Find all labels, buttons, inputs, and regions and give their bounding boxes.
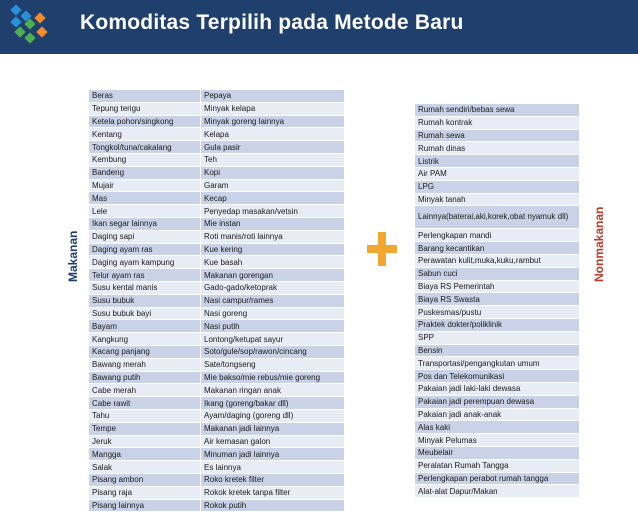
nonfood-cell: Peralatan Rumah Tangga <box>415 459 579 472</box>
food-col2-cell: Roko kretek filter <box>201 473 344 486</box>
food-col2-row <box>201 256 344 269</box>
food-col2-row <box>201 473 344 486</box>
food-col2-row <box>201 345 344 358</box>
nonfood-row <box>415 421 579 434</box>
food-col2-row <box>201 294 344 307</box>
food-col2-cell: Gula pasir <box>201 141 344 154</box>
nonfood-row <box>415 306 579 319</box>
food-col2-cell: Air kemasan galon <box>201 435 344 448</box>
nonfood-row <box>415 206 579 229</box>
food-col1-cell: Pisang ambon <box>89 473 200 486</box>
nonfood-cell: Perlengkapan perabot rumah tangga <box>415 472 579 485</box>
food-col2-cell: Lontong/ketupat sayur <box>201 333 344 346</box>
nonfood-cell: Air PAM <box>415 167 579 180</box>
food-col2-cell: Sate/tongseng <box>201 358 344 371</box>
food-col2-cell: Makanan jadi lainnya <box>201 422 344 435</box>
nonfood-cell: Minyak Pelumas <box>415 434 579 447</box>
food-col2-row <box>201 269 344 282</box>
food-col2-cell: Kecap <box>201 192 344 205</box>
food-col2-row <box>201 115 344 128</box>
food-col1-cell: Ketela pohon/singkong <box>89 115 200 128</box>
food-col2-row <box>201 358 344 371</box>
nonfood-row <box>415 446 579 459</box>
nonfood-row <box>415 485 579 498</box>
food-col2-cell: Kue kering <box>201 243 344 256</box>
food-col1-cell: Lele <box>89 205 200 218</box>
food-col2-row <box>201 384 344 397</box>
food-col1-cell: Bawang putih <box>89 371 200 384</box>
nonfood-row <box>415 395 579 408</box>
food-col2-cell: Soto/gule/sop/rawon/cincang <box>201 345 344 358</box>
food-col2-cell: Nasi putih <box>201 320 344 333</box>
food-col1-row <box>89 205 200 218</box>
food-col1-row <box>89 115 200 128</box>
nonfood-cell: Barang kecantikan <box>415 242 579 255</box>
nonfood-row <box>415 459 579 472</box>
food-col1-row <box>89 307 200 320</box>
food-col2-cell: Kelapa <box>201 128 344 141</box>
nonfood-cell: Rumah dinas <box>415 142 579 155</box>
food-col1-row <box>89 230 200 243</box>
food-col1-cell: Susu bubuk <box>89 294 200 307</box>
food-col2-cell: Rokok kretek tanpa filter <box>201 486 344 499</box>
food-col1-cell: Pisang lainnya <box>89 499 200 512</box>
nonfood-row <box>415 267 579 280</box>
nonfood-cell: Rumah sewa <box>415 129 579 142</box>
bps-logo-icon <box>4 2 54 52</box>
food-col2-cell: Ayam/daging (goreng dll) <box>201 409 344 422</box>
nonfood-row <box>415 254 579 267</box>
food-col2-row <box>201 448 344 461</box>
food-col1-row <box>89 333 200 346</box>
food-col1-row <box>89 397 200 410</box>
food-col2-row <box>201 461 344 474</box>
food-col1-cell: Mujair <box>89 179 200 192</box>
nonfood-cell: Lainnya(baterai,aki,korek,obat nyamuk dll) <box>415 206 579 229</box>
nonfood-row <box>415 370 579 383</box>
nonfood-row <box>415 242 579 255</box>
nonfood-row <box>415 408 579 421</box>
food-col1-row <box>89 256 200 269</box>
food-col1-row <box>89 371 200 384</box>
food-col1-row <box>89 243 200 256</box>
food-col2-row <box>201 128 344 141</box>
food-col1-row <box>89 448 200 461</box>
nonfood-row <box>415 180 579 193</box>
food-col2-cell: Nasi goreng <box>201 307 344 320</box>
food-col1-cell: Daging sapi <box>89 230 200 243</box>
food-col2-row <box>201 153 344 166</box>
food-col2-row <box>201 435 344 448</box>
food-col1-row <box>89 345 200 358</box>
food-col2-row <box>201 499 344 512</box>
food-col1-cell: Kentang <box>89 128 200 141</box>
nonfood-cell: Rumah sendiri/bebas sewa <box>415 104 579 116</box>
nonfood-cell: Minyak tanah <box>415 193 579 206</box>
food-col1-cell: Tepung terigu <box>89 102 200 115</box>
food-col1-row <box>89 409 200 422</box>
food-col2-row <box>201 397 344 410</box>
nonfood-row <box>415 472 579 485</box>
food-col2-row <box>201 179 344 192</box>
food-col2-cell: Pepaya <box>201 90 344 102</box>
header-bar <box>0 0 638 54</box>
food-col1-row <box>89 486 200 499</box>
food-col1-row <box>89 499 200 512</box>
food-col1-row <box>89 102 200 115</box>
food-col1-row <box>89 461 200 474</box>
food-col1-cell: Susu bubuk bayi <box>89 307 200 320</box>
nonfood-cell: Rumah kontrak <box>415 116 579 129</box>
nonfood-cell: Pakaian jadi perempuan dewasa <box>415 395 579 408</box>
nonfood-row <box>415 318 579 331</box>
food-col1-cell: Daging ayam kampung <box>89 256 200 269</box>
nonfood-cell: Biaya RS Swasta <box>415 293 579 306</box>
food-col1-cell: Pisang raja <box>89 486 200 499</box>
nonfood-row <box>415 344 579 357</box>
food-col2-cell: Minyak goreng lainnya <box>201 115 344 128</box>
food-col1-cell: Ikan segar lainnya <box>89 217 200 230</box>
food-col1-cell: Mas <box>89 192 200 205</box>
food-col1-cell: Kacang panjang <box>89 345 200 358</box>
food-table-col1 <box>89 90 200 512</box>
food-col2-row <box>201 217 344 230</box>
food-col1-row <box>89 153 200 166</box>
food-col2-cell: Ikang (goreng/bakar dll) <box>201 397 344 410</box>
food-col1-cell: Telur ayam ras <box>89 269 200 282</box>
plus-icon <box>367 232 397 266</box>
food-col2-cell: Kopi <box>201 166 344 179</box>
food-col2-row <box>201 422 344 435</box>
nonfood-row <box>415 142 579 155</box>
food-col1-cell: Susu kental manis <box>89 281 200 294</box>
food-col1-row <box>89 422 200 435</box>
nonfood-section-label: Nonmakanan <box>592 206 606 282</box>
food-col1-row <box>89 294 200 307</box>
nonfood-row <box>415 331 579 344</box>
food-col1-cell: Tempe <box>89 422 200 435</box>
food-col2-cell: Makanan ringan anak <box>201 384 344 397</box>
food-table-col2 <box>201 90 344 512</box>
food-col2-cell: Minuman jadi lainnya <box>201 448 344 461</box>
nonfood-cell: Bensin <box>415 344 579 357</box>
nonfood-cell: Sabun cuci <box>415 267 579 280</box>
food-col1-row <box>89 217 200 230</box>
food-col1-row <box>89 141 200 154</box>
food-col2-cell: Mie bakso/mie rebus/mie goreng <box>201 371 344 384</box>
food-col2-row <box>201 243 344 256</box>
nonfood-cell: Puskesmas/pustu <box>415 306 579 319</box>
food-col2-cell: Roti manis/roti lainnya <box>201 230 344 243</box>
nonfood-cell: SPP <box>415 331 579 344</box>
nonfood-cell: LPG <box>415 180 579 193</box>
nonfood-cell: Alat-alat Dapur/Makan <box>415 485 579 498</box>
food-col2-cell: Mie instan <box>201 217 344 230</box>
nonfood-cell: Perawatan kulit,muka,kuku,rambut <box>415 254 579 267</box>
food-col1-row <box>89 384 200 397</box>
food-col1-cell: Beras <box>89 90 200 102</box>
nonfood-table <box>415 104 579 498</box>
food-col2-row <box>201 281 344 294</box>
food-col2-row <box>201 486 344 499</box>
food-col1-cell: Salak <box>89 461 200 474</box>
food-section-label: Makanan <box>66 230 80 282</box>
nonfood-row <box>415 193 579 206</box>
food-col1-row <box>89 192 200 205</box>
food-col2-row <box>201 320 344 333</box>
food-col1-cell: Tahu <box>89 409 200 422</box>
food-col2-cell: Es lainnya <box>201 461 344 474</box>
nonfood-row <box>415 155 579 168</box>
food-col2-cell: Minyak kelapa <box>201 102 344 115</box>
nonfood-cell: Alas kaki <box>415 421 579 434</box>
food-col1-cell: Bandeng <box>89 166 200 179</box>
food-col1-cell: Jeruk <box>89 435 200 448</box>
nonfood-row <box>415 129 579 142</box>
nonfood-row <box>415 104 579 116</box>
food-col2-cell: Teh <box>201 153 344 166</box>
food-col1-row <box>89 179 200 192</box>
nonfood-row <box>415 293 579 306</box>
nonfood-row <box>415 434 579 447</box>
food-col2-cell: Nasi campur/rames <box>201 294 344 307</box>
nonfood-row <box>415 229 579 242</box>
nonfood-cell: Transportasi/pengangkutan umum <box>415 357 579 370</box>
nonfood-cell: Meubelair <box>415 446 579 459</box>
food-col1-cell: Cabe merah <box>89 384 200 397</box>
food-col1-cell: Kembung <box>89 153 200 166</box>
food-col2-cell: Garam <box>201 179 344 192</box>
nonfood-row <box>415 167 579 180</box>
food-col1-row <box>89 90 200 102</box>
nonfood-cell: Pos dan Telekomunikasi <box>415 370 579 383</box>
nonfood-row <box>415 357 579 370</box>
food-col1-cell: Cabe rawit <box>89 397 200 410</box>
nonfood-row <box>415 382 579 395</box>
food-col1-row <box>89 281 200 294</box>
food-col1-cell: Mangga <box>89 448 200 461</box>
food-col1-cell: Tongkol/tuna/cakalang <box>89 141 200 154</box>
food-col2-cell: Rokok putih <box>201 499 344 512</box>
food-col2-cell: Kue basah <box>201 256 344 269</box>
food-col2-row <box>201 307 344 320</box>
food-col2-row <box>201 141 344 154</box>
food-col2-row <box>201 409 344 422</box>
nonfood-row <box>415 280 579 293</box>
food-col1-cell: Bayam <box>89 320 200 333</box>
food-col2-cell: Penyedap masakan/vetsin <box>201 205 344 218</box>
food-col2-row <box>201 205 344 218</box>
food-col2-row <box>201 230 344 243</box>
food-col2-cell: Gado-gado/ketoprak <box>201 281 344 294</box>
food-col1-cell: Kangkung <box>89 333 200 346</box>
nonfood-cell: Pakaian jadi laki-laki dewasa <box>415 382 579 395</box>
food-col1-row <box>89 269 200 282</box>
food-col1-row <box>89 320 200 333</box>
nonfood-cell: Listrik <box>415 155 579 168</box>
food-col2-row <box>201 371 344 384</box>
nonfood-cell: Pakaian jadi anak-anak <box>415 408 579 421</box>
food-col2-row <box>201 333 344 346</box>
food-col2-row <box>201 166 344 179</box>
food-col2-row <box>201 102 344 115</box>
food-col1-cell: Daging ayam ras <box>89 243 200 256</box>
nonfood-cell: Perlengkapan mandi <box>415 229 579 242</box>
page-title: Komoditas Terpilih pada Metode Baru <box>80 11 464 34</box>
nonfood-cell: Praktek dokter/poliklinik <box>415 318 579 331</box>
food-col1-cell: Bawang merah <box>89 358 200 371</box>
food-col2-row <box>201 90 344 102</box>
food-col1-row <box>89 473 200 486</box>
food-col2-row <box>201 192 344 205</box>
food-col1-row <box>89 128 200 141</box>
food-col2-cell: Makanan gorengan <box>201 269 344 282</box>
food-col1-row <box>89 435 200 448</box>
food-col1-row <box>89 358 200 371</box>
food-col1-row <box>89 166 200 179</box>
nonfood-row <box>415 116 579 129</box>
nonfood-cell: Biaya RS Pemerintah <box>415 280 579 293</box>
